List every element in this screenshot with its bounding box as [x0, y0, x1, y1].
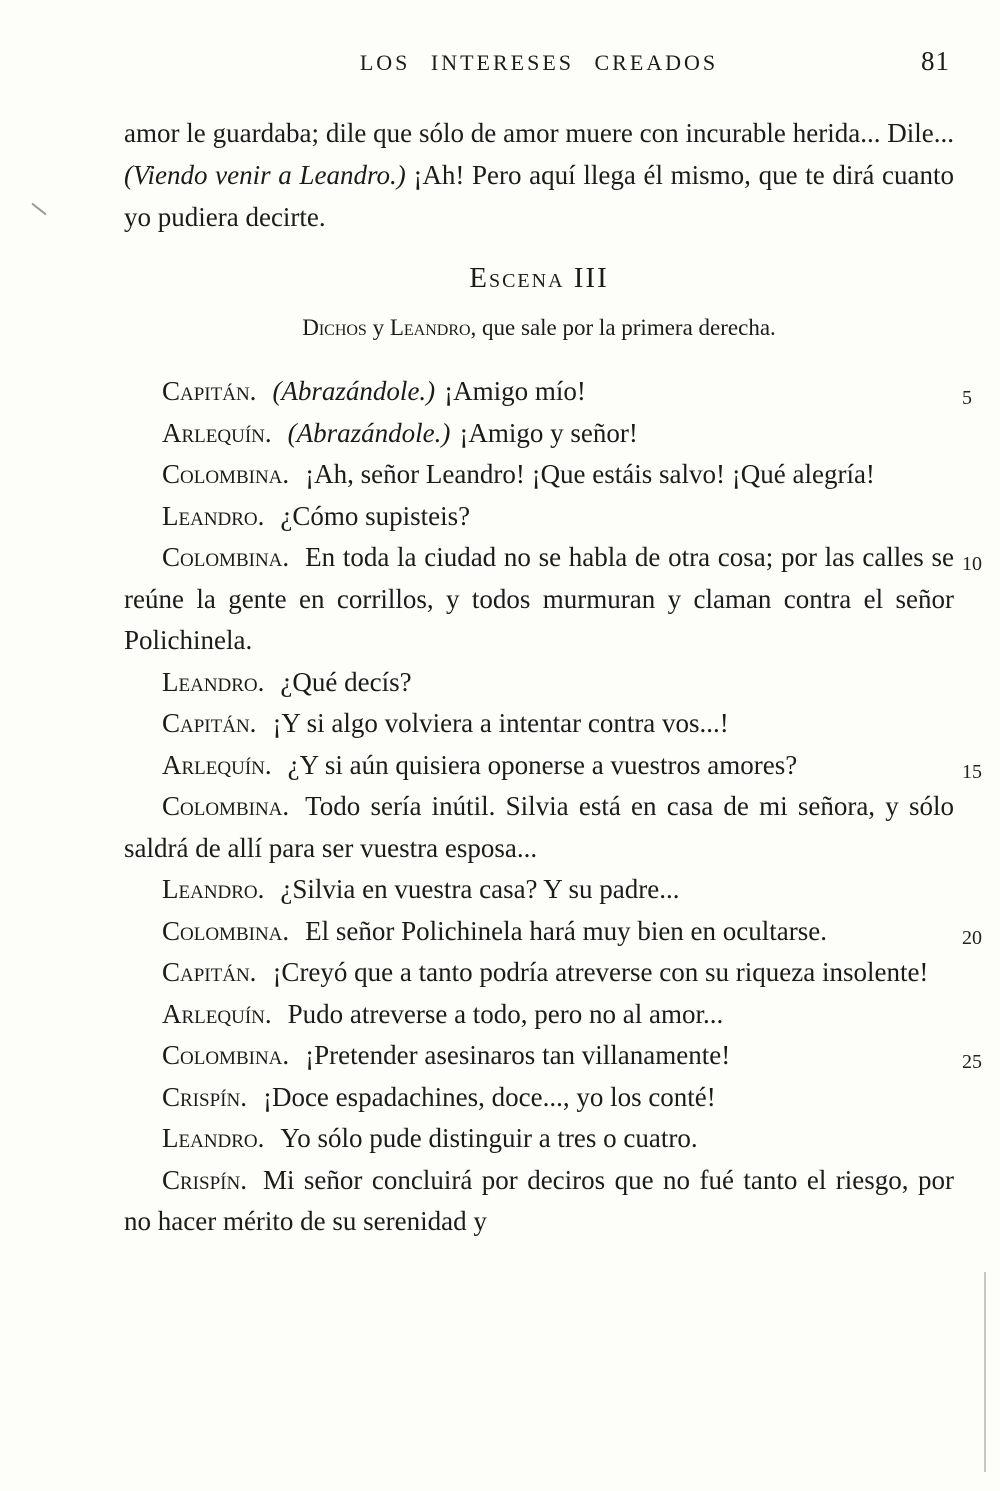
speech-text: ¡Y si algo volviera a intentar contra vos...!	[272, 708, 729, 738]
speech-text: ¡Creyó que a tanto podría atreverse con su riqueza insolente!	[272, 957, 929, 987]
dialogue-line	[124, 537, 982, 662]
speaker-name: Colombina.	[162, 1040, 290, 1070]
speaker-name: Arlequín.	[162, 998, 272, 1029]
speech-text: ¡Amigo mío!	[444, 376, 586, 406]
speaker-name: Colombina.	[162, 542, 290, 572]
speaker-name: Leandro.	[162, 666, 265, 697]
dialogue-line	[124, 1077, 954, 1119]
running-title: LOS INTERESES CREADOS	[359, 50, 719, 75]
line-number: 5	[962, 387, 972, 409]
speaker-name: Colombina.	[162, 791, 290, 821]
dialogue-line	[124, 786, 954, 869]
dialogue-line	[124, 454, 954, 496]
dialogue-line	[124, 662, 954, 704]
dialogue-line	[124, 869, 954, 911]
dialogue-line	[124, 703, 954, 745]
dialogue-line	[124, 1118, 954, 1160]
dialogue-line	[124, 952, 954, 994]
dialogue-line	[124, 1160, 954, 1243]
dialogue-line	[124, 496, 954, 538]
line-number: 15	[962, 760, 982, 783]
speech-text: ¡Doce espadachines, doce..., yo los conté!	[262, 1081, 716, 1112]
speaker-name: Leandro.	[162, 500, 265, 531]
speech-text: El señor Polichinela hará muy bien en ocultarse.	[305, 915, 827, 946]
speech-text: Yo sólo pude distinguir a tres o cuatro.	[280, 1123, 698, 1153]
speaker-name: Capitán.	[162, 376, 257, 406]
speech-text: ¿Silvia en vuestra casa? Y su padre...	[280, 874, 680, 904]
speaker-name: Arlequín.	[162, 749, 272, 780]
page-content	[124, 46, 982, 1243]
speech-text: En toda la ciudad no se habla de otra cosa; por las calles se reúne la gente en corrillos, y todos murmuran y claman contra el señor Polichinela.	[124, 542, 954, 655]
dialogue-line	[124, 994, 954, 1036]
speech-text: ¡Ah, señor Leandro! ¡Que estáis salvo! ¡Qué alegría!	[305, 459, 875, 489]
speech-text: Todo sería inútil. Silvia está en casa de mi señora, y sólo saldrá de allí para ser vuestra esposa...	[124, 791, 954, 863]
line-number: 25	[962, 1051, 982, 1073]
scene-direction-rest: , que sale por la primera derecha.	[470, 315, 776, 340]
stage-direction-inline: (Abrazándole.)	[272, 376, 436, 406]
scene-heading: Escena III	[469, 262, 609, 294]
opening-text-after: ¡Ah! Pero aquí llega él mismo, que te dirá cuanto yo pudiera decirte.	[124, 160, 954, 232]
dialogue-line	[124, 371, 972, 413]
speaker-name: Colombina.	[162, 915, 290, 946]
dialogue-line	[124, 911, 982, 953]
scene-direction	[124, 315, 954, 341]
line-number: 20	[962, 926, 982, 949]
scan-artifact-page-edge	[984, 1272, 986, 1472]
scan-artifact-mark	[31, 203, 46, 216]
page-number: 81	[921, 46, 950, 76]
opening-stage-direction: (Viendo venir a Leandro.)	[124, 160, 406, 190]
dialogue-section	[124, 371, 982, 1243]
speaker-name: Capitán.	[162, 957, 257, 987]
opening-text-before: amor le guardaba; dile que sólo de amor muere con incurable herida... Dile...	[124, 118, 954, 148]
running-header	[124, 46, 954, 76]
scene-direction-connector: y	[366, 315, 390, 340]
speaker-name: Capitán.	[162, 708, 257, 738]
speaker-name: Colombina.	[162, 459, 290, 489]
speech-text: Pudo atreverse a todo, pero no al amor...	[287, 998, 724, 1029]
speech-text: Mi señor concluirá por deciros que no fué tanto el riesgo, por no hacer mérito de su serenidad y	[124, 1164, 954, 1236]
speaker-name: Arlequín.	[162, 417, 272, 448]
line-number: 10	[962, 553, 982, 575]
dialogue-line	[124, 745, 982, 787]
speech-text: ¿Qué decís?	[280, 666, 412, 697]
opening-paragraph	[124, 112, 954, 238]
speaker-name: Crispín.	[162, 1081, 247, 1112]
scene-direction-name-dichos: Dichos	[302, 315, 367, 340]
stage-direction-inline: (Abrazándole.)	[287, 417, 451, 448]
speaker-name: Crispín.	[162, 1164, 247, 1195]
speaker-name: Leandro.	[162, 874, 265, 904]
speech-text: ¡Amigo y señor!	[459, 417, 638, 448]
speech-text: ¿Cómo supisteis?	[280, 500, 471, 531]
speech-text: ¡Pretender asesinaros tan villanamente!	[305, 1040, 731, 1070]
scene-direction-name-leandro: Leandro	[389, 315, 471, 340]
speaker-name: Leandro.	[162, 1123, 265, 1153]
dialogue-line	[124, 413, 954, 455]
dialogue-line	[124, 1035, 982, 1077]
speech-text: ¿Y si aún quisiera oponerse a vuestros amores?	[287, 749, 798, 780]
